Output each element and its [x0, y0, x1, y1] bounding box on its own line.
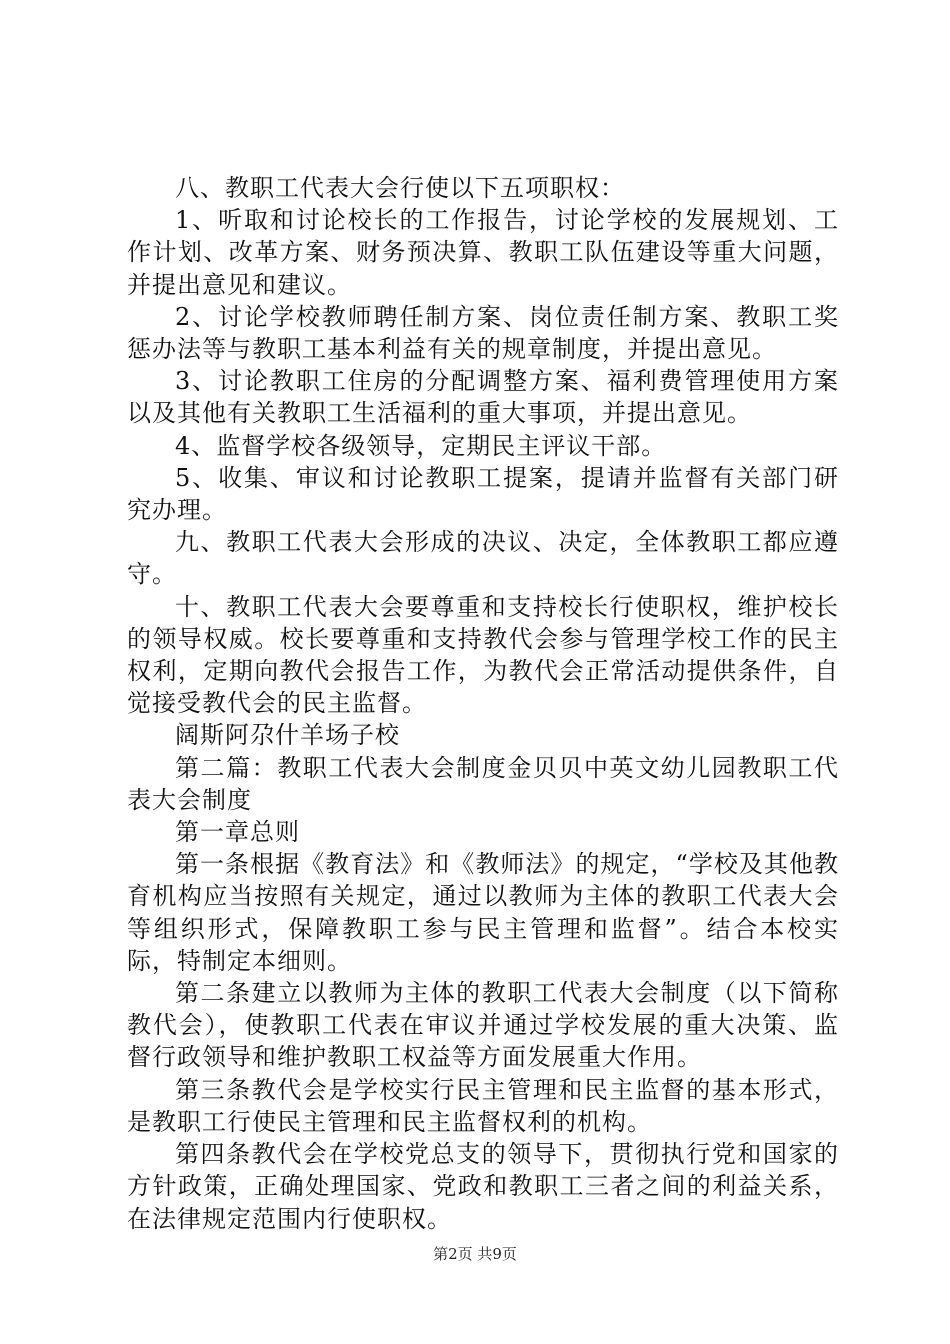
paragraph-item-1: 1、听取和讨论校长的工作报告，讨论学校的发展规划、工作计划、改革方案、财务预决算、教职工队伍建设等重大问题，并提出意见和建议。	[127, 206, 839, 299]
paragraph-article-8: 八、教职工代表大会行使以下五项职权：	[175, 174, 625, 202]
paragraph-clause-2: 第二条建立以教师为主体的教职工代表大会制度（以下简称教代会），使教职工代表在审议并通过学校发展的重大决策、监督行政领导和维护教职工权益等方面发展重大作用。	[127, 979, 839, 1072]
paragraph-chapter-one: 第一章总则	[175, 818, 300, 847]
paragraph-clause-4: 第四条教代会在学校党总支的领导下，贯彻执行党和国家的方针政策，正确处理国家、党政和教职工三者之间的利益关系，在法律规定范围内行使职权。	[127, 1140, 839, 1233]
paragraph-clause-3: 第三条教代会是学校实行民主管理和民主监督的基本形式，是教职工行使民主管理和民主监督权利的机构。	[127, 1075, 839, 1136]
document-body	[127, 172, 839, 1235]
paragraph-item-5: 5、收集、审议和讨论教职工提案，提请并监督有关部门研究办理。	[127, 463, 839, 525]
paragraph-school-name: 阔斯阿尕什羊场子校	[175, 721, 400, 750]
paragraph-article-9: 九、教职工代表大会形成的决议、决定，全体教职工都应遵守。	[127, 528, 839, 589]
paragraph-article-10: 十、教职工代表大会要尊重和支持校长行使职权，维护校长的领导权威。校长要尊重和支持教代会参与管理学校工作的民主权利，定期向教代会报告工作，为教代会正常活动提供条件，自觉接受教代会的民主监督。	[127, 592, 839, 718]
page-number: 第2页 共9页	[433, 1245, 517, 1263]
paragraph-item-4: 4、监督学校各级领导，定期民主评议干部。	[175, 431, 667, 460]
paragraph-clause-1: 第一条根据《教育法》和《教师法》的规定，“学校及其他教育机构应当按照有关规定，通过以教师为主体的教职工代表大会等组织形式，保障教职工参与民主管理和监督”。结合本校实际，特制定本细则。	[127, 850, 839, 975]
paragraph-item-2: 2、讨论学校教师聘任制方案、岗位责任制方案、教职工奖惩办法等与教职工基本利益有关的规章制度，并提出意见。	[127, 302, 839, 364]
paragraph-part-two-title: 第二篇：教职工代表大会制度金贝贝中英文幼儿园教职工代表大会制度	[127, 753, 839, 814]
paragraph-item-3: 3、讨论教职工住房的分配调整方案、福利费管理使用方案以及其他有关教职工生活福利的重大事项，并提出意见。	[127, 367, 839, 428]
